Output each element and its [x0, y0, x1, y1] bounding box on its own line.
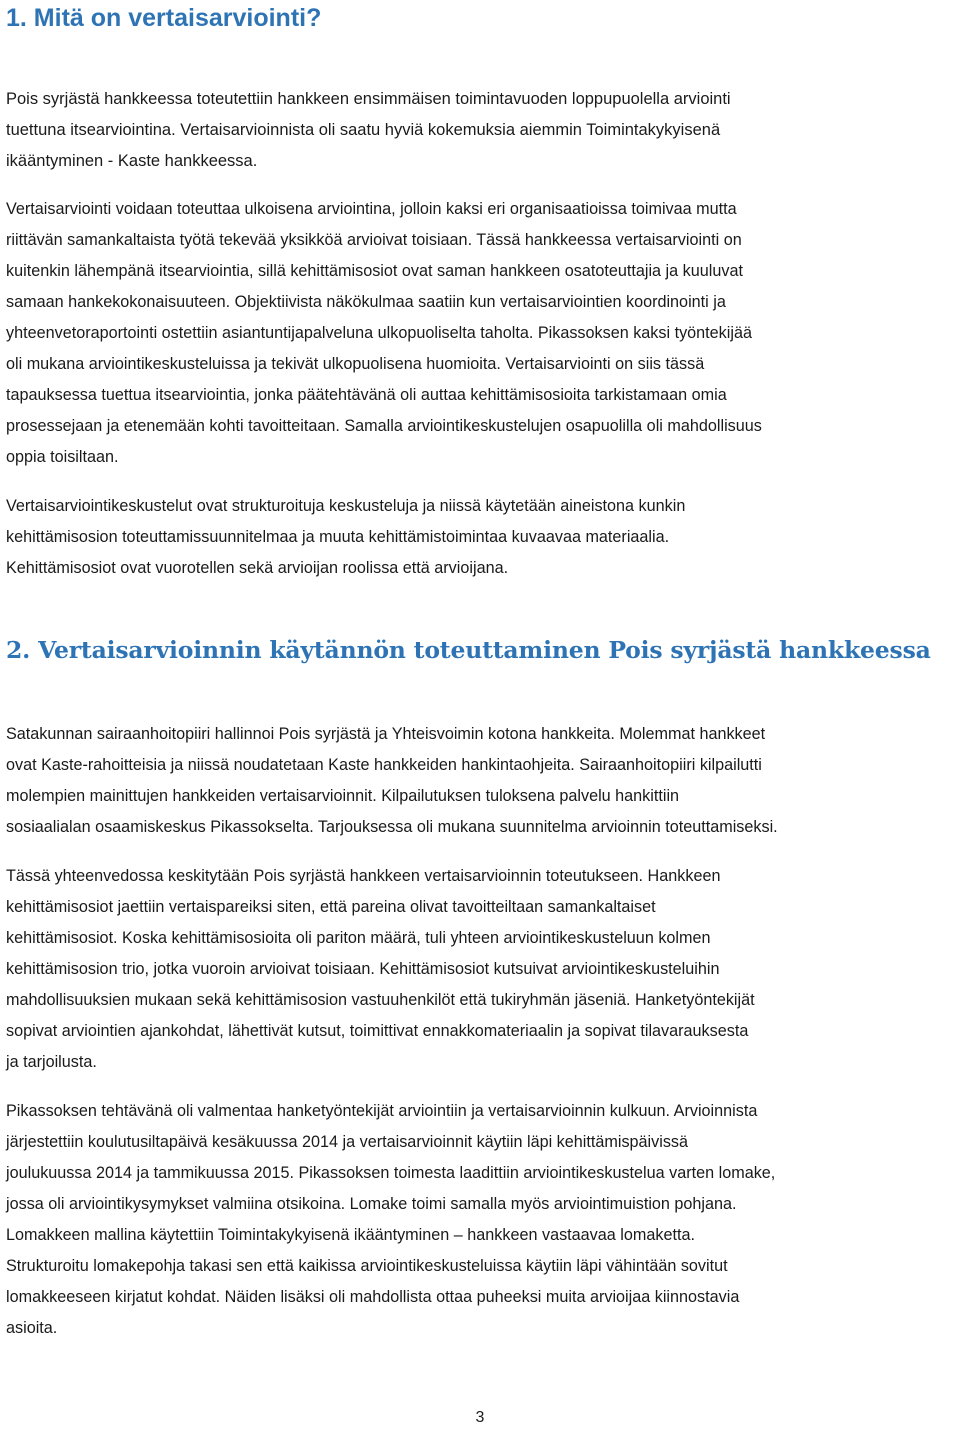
paragraph-2-3 — [6, 1096, 960, 1344]
page-number: 3 — [475, 1409, 485, 1426]
paragraph-line: Satakunnan sairaanhoitopiiri hallinnoi Pois syrjästä ja Yhteisvoimin kotona hankkeita. Molemmat hankkeet — [6, 725, 766, 743]
paragraph-line: kehittämisosiot. Koska kehittämisosioita oli pariton määrä, tuli yhteen arviointikeskusteluun kolmen — [6, 929, 711, 947]
paragraph-line: kuitenkin lähempänä itsearviointia, sillä kehittämisosiot ovat saman hankkeen osatoteuttajia ja kuuluvat — [6, 262, 743, 280]
section-heading-2: 2. Vertaisarvioinnin käytännön toteuttaminen Pois syrjästä hankkeessa — [6, 636, 931, 664]
paragraph-line: tuettuna itsearviointina. Vertaisarvioinnista oli saatu hyviä kokemuksia aiemmin Toimintakykyisenä — [6, 121, 721, 139]
paragraph-line: tapauksessa tuettua itsearviointia, jonka päätehtävänä oli auttaa kehittämisosioita tarkistamaan omia — [6, 386, 727, 404]
paragraph-line: kehittämisosion trio, jotka vuoroin arvioivat toisiaan. Kehittämisosiot kutsuivat arviointikeskusteluihin — [6, 960, 720, 978]
paragraph-line: järjestettiin koulutusiltapäivä kesäkuussa 2014 ja vertaisarvioinnit käytiin läpi kehittämispäivissä — [6, 1133, 689, 1151]
paragraph-line: samaan hankekokonaisuuteen. Objektiivista näkökulmaa saatiin kun vertaisarviointien koordinointi ja — [6, 293, 726, 311]
paragraph-line: Kehittämisosiot ovat vuorotellen sekä arvioijan roolissa että arvioijana. — [6, 559, 509, 577]
paragraph-line: asioita. — [6, 1319, 58, 1337]
paragraph-line: ovat Kaste-rahoitteisia ja niissä noudatetaan Kaste hankkeiden hankintaohjeita. Sairaanhoitopiiri kilpailutti — [6, 756, 762, 774]
paragraph-line: riittävän samankaltaista työtä tekevää yksikköä arvioivat toisiaan. Tässä hankkeessa vertaisarviointi on — [6, 231, 742, 249]
paragraph-line: sopivat arviointien ajankohdat, lähettivät kutsut, toimittivat ennakkomateriaalin ja sopivat tilavarauksesta — [6, 1022, 749, 1040]
paragraph-line: Pois syrjästä hankkeessa toteutettiin hankkeen ensimmäisen toimintavuoden loppupuolella arviointi — [6, 90, 731, 108]
paragraph-line: lomakkeeseen kirjatut kohdat. Näiden lisäksi oli mahdollista ottaa puheeksi muita arvioijaa kiinnostavia — [6, 1288, 740, 1306]
paragraph-line: Tässä yhteenvedossa keskitytään Pois syrjästä hankkeen vertaisarvioinnin toteutukseen. Hankkeen — [6, 867, 721, 885]
paragraph-line: sosiaalialan osaamiskeskus Pikassokselta. Tarjouksessa oli mukana suunnitelma arvioinnin toteuttamiseksi. — [6, 818, 778, 836]
paragraph-line: ja tarjoilusta. — [6, 1053, 97, 1071]
paragraph-line: Pikassoksen tehtävänä oli valmentaa hanketyöntekijät arviointiin ja vertaisarvioinnin kulkuun. Arvioinnista — [6, 1102, 758, 1120]
paragraph-1-1 — [6, 84, 960, 177]
paragraph-2-1 — [6, 719, 960, 843]
paragraph-line: prosessejaan ja etenemään kohti tavoitteitaan. Samalla arviointikeskustelujen osapuolilla oli mahdollisuus — [6, 417, 762, 435]
paragraph-1-2 — [6, 194, 960, 473]
paragraph-line: Vertaisarviointi voidaan toteuttaa ulkoisena arviointina, jolloin kaksi eri organisaatioissa toimivaa mutta — [6, 200, 737, 218]
paragraph-line: Lomakkeen mallina käytettiin Toimintakykyisenä ikääntyminen – hankkeen vastaavaa lomaketta. — [6, 1226, 695, 1244]
paragraph-line: jossa oli arviointikysymykset valmiina otsikoina. Lomake toimi samalla myös arviointimuistion pohjana. — [6, 1195, 737, 1213]
paragraph-line: kehittämisosion toteuttamissuunnitelmaa ja muuta kehittämistoimintaa kuvaavaa materiaalia. — [6, 528, 670, 546]
paragraph-line: ikääntyminen - Kaste hankkeessa. — [6, 152, 258, 170]
paragraph-line: molempien mainittujen hankkeiden vertaisarvioinnit. Kilpailutuksen tuloksena palvelu hankittiin — [6, 787, 680, 805]
paragraph-line: joulukuussa 2014 ja tammikuussa 2015. Pikassoksen toimesta laadittiin arviointikeskustelua varten lomake, — [6, 1164, 776, 1182]
paragraph-line: Strukturoitu lomakepohja takasi sen että kaikissa arviointikeskusteluissa käytiin läpi vähintään sovitut — [6, 1257, 728, 1275]
paragraph-line: oppia toisiltaan. — [6, 448, 119, 466]
paragraph-2-2 — [6, 861, 960, 1078]
paragraph-1-3 — [6, 491, 960, 584]
paragraph-line: kehittämisosiot jaettiin vertaispareiksi siten, että pareina olivat tavoitteiltaan samankaltaiset — [6, 898, 656, 916]
paragraph-line: mahdollisuuksien mukaan sekä kehittämisosion vastuuhenkilöt että tukiryhmän jäseniä. Hanketyöntekijät — [6, 991, 755, 1009]
paragraph-line: yhteenvetoraportointi ostettiin asiantuntijapalveluna ulkopuoliselta taholta. Pikassoksen kaksi työntekijää — [6, 324, 752, 342]
paragraph-line: oli mukana arviointikeskusteluissa ja tekivät ulkopuolisena huomioita. Vertaisarviointi on siis tässä — [6, 355, 705, 373]
paragraph-line: Vertaisarviointikeskustelut ovat strukturoituja keskusteluja ja niissä käytetään aineistona kunkin — [6, 497, 686, 515]
section-heading-1: 1. Mitä on vertaisarviointi? — [6, 4, 322, 32]
